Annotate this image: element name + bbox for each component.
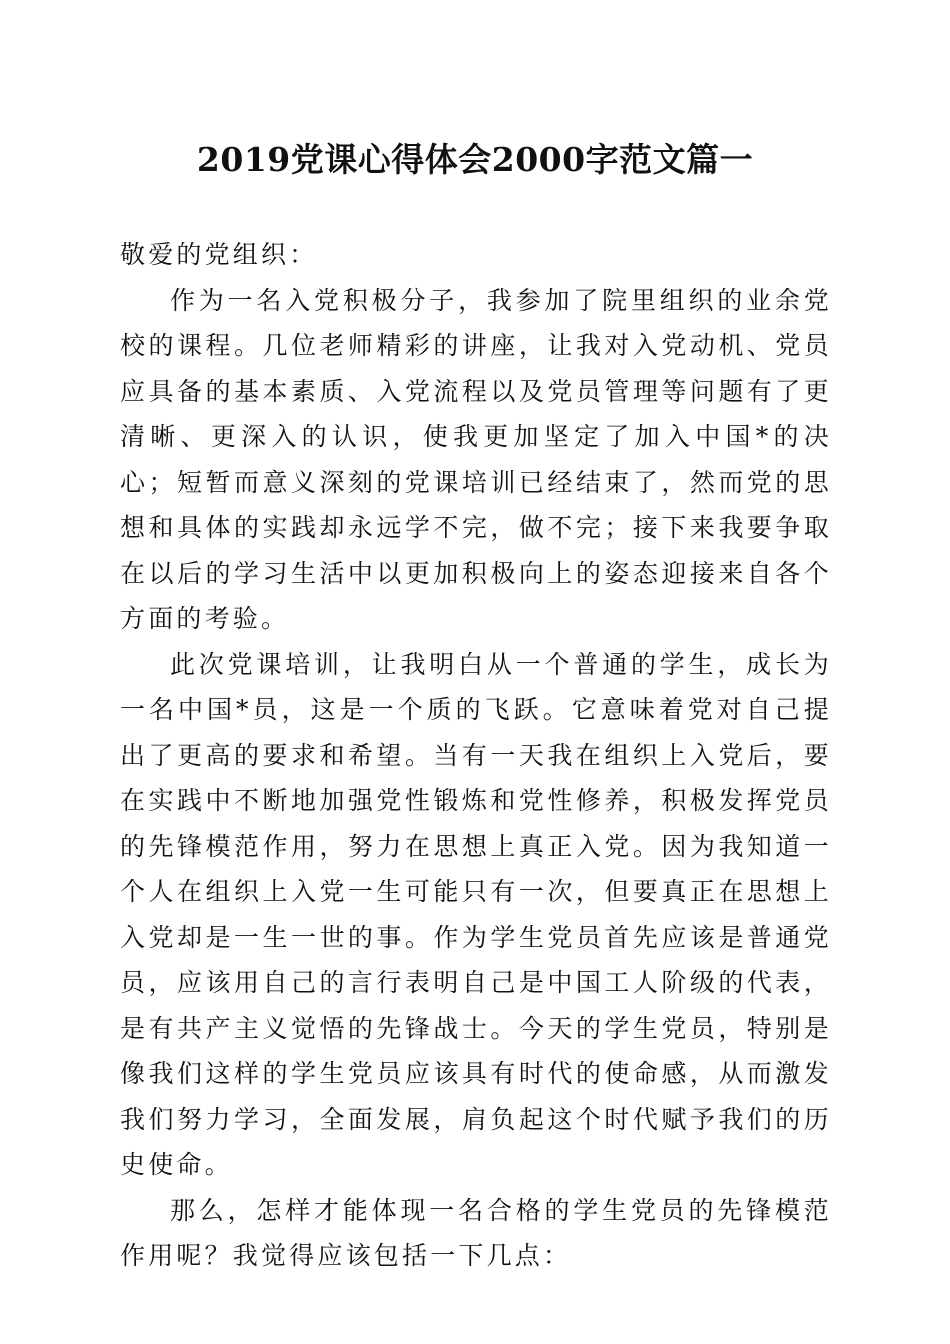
paragraph-2: 此次党课培训，让我明白从一个普通的学生，成长为一名中国*员，这是一个质的飞跃。它意味着党对自己提出了更高的要求和希望。当有一天我在组织上入党后，要在实践中不断地加强党性锻炼和党性修养，积极发挥党员的先锋模范作用，努力在思想上真正入党。因为我知道一个人在组织上入党一生可能只有一次，但要真正在思想上入党却是一生一世的事。作为学生党员首先应该是普通党员，应该用自己的言行表明自己是中国工人阶级的代表，是有共产主义觉悟的先锋战士。今天的学生党员，特别是像我们这样的学生党员应该具有时代的使命感，从而激发我们努力学习，全面发展，肩负起这个时代赋予我们的历史使命。 [120, 649, 832, 1179]
paragraph-1: 作为一名入党积极分子，我参加了院里组织的业余党校的课程。几位老师精彩的讲座，让我对入党动机、党员应具备的基本素质、入党流程以及党员管理等问题有了更清晰、更深入的认识，使我更加坚定了加入中国*的决心；短暂而意义深刻的党课培训已经结束了，然而党的思想和具体的实践却永远学不完，做不完；接下来我要争取在以后的学习生活中以更加积极向上的姿态迎接来自各个方面的考验。 [120, 285, 832, 633]
document-title: 2019党课心得体会2000字范文篇一 [196, 140, 754, 179]
paragraph-3: 那么，怎样才能体现一名合格的学生党员的先锋模范作用呢？我觉得应该包括一下几点： [120, 1195, 832, 1270]
document-body [120, 232, 832, 1279]
salutation: 敬爱的党组织： [120, 240, 318, 269]
